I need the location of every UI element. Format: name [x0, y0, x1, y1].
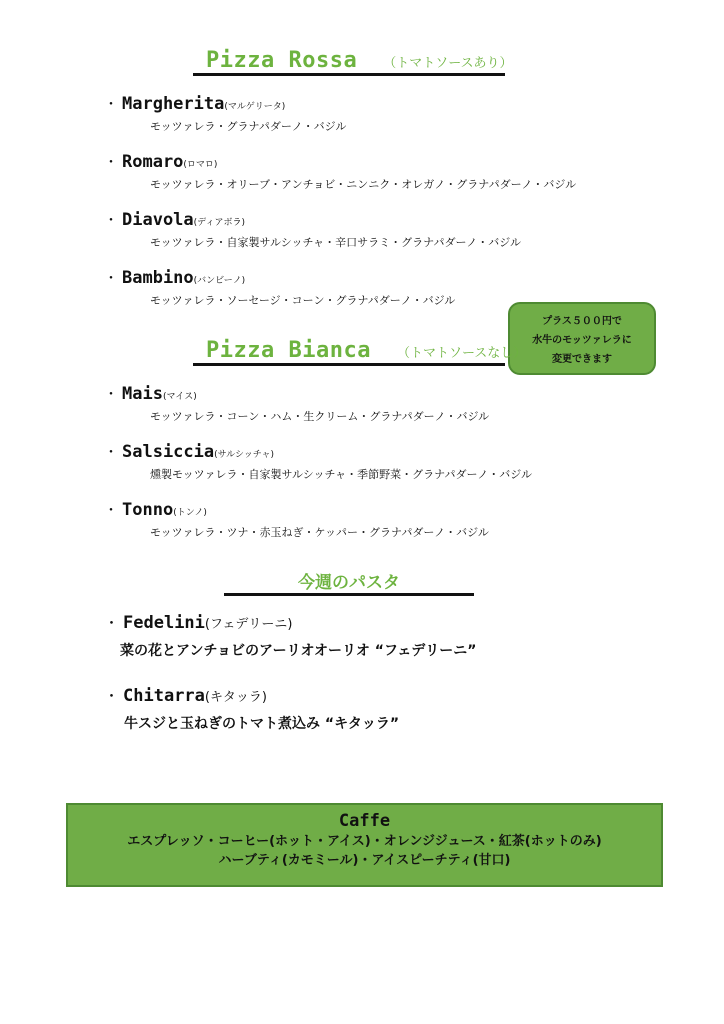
item-name: Tonno [122, 500, 174, 520]
item-kana: (フェデリーニ) [204, 617, 293, 632]
caffe-title: Caffe [338, 811, 391, 831]
item-name: Romaro [122, 152, 184, 172]
pizza-rossa-heading [206, 48, 513, 73]
bullet: ・ [104, 687, 120, 705]
item-kana: (バンビーノ) [193, 276, 246, 286]
bullet: ・ [104, 271, 118, 287]
item-description: 菜の花とアンチョビのアーリオオーリオ “フェデリーニ” [120, 643, 477, 659]
item-name: Fedelini [123, 613, 205, 633]
bullet: ・ [104, 614, 120, 632]
menu-item-tonno [104, 500, 489, 539]
caffe-line-2: ハーブティ(カモミール)・アイスピーチティ(甘口) [218, 853, 511, 868]
pizza-bianca-rule [193, 363, 505, 366]
item-name: Chitarra [123, 686, 205, 706]
bullet: ・ [104, 97, 118, 113]
item-kana: (マルゲリータ) [224, 102, 286, 112]
item-description: モッツァレラ・ツナ・赤玉ねぎ・ケッパー・グラナパダーノ・バジル [150, 526, 489, 539]
menu-item-mais [104, 384, 490, 423]
menu-item-salsiccia [104, 442, 533, 481]
pizza-rossa-rule [193, 73, 505, 76]
item-kana: (ディアボラ) [193, 218, 245, 228]
bullet: ・ [104, 503, 118, 519]
item-name: Mais [122, 384, 163, 404]
bullet: ・ [104, 445, 118, 461]
item-kana: (トンノ) [173, 508, 207, 518]
pasta-rule [224, 593, 474, 596]
pizza-bianca-subtitle: （トマトソースなし） [396, 346, 527, 361]
pasta-heading: 今週のパスタ [298, 573, 400, 593]
item-kana: (ロマロ) [183, 160, 218, 170]
pizza-bianca-heading [206, 338, 526, 363]
menu-item-diavola [104, 210, 522, 249]
item-kana: (キタッラ) [204, 690, 267, 705]
item-name: Salsiccia [122, 442, 215, 462]
pizza-bianca-title: Pizza Bianca [206, 338, 371, 363]
menu-item-margherita [104, 94, 347, 133]
item-description: 牛スジと玉ねぎのトマト煮込み “キタッラ” [124, 716, 400, 732]
pasta-item-fedelini [104, 612, 477, 659]
item-description: モッツァレラ・ソーセージ・コーン・グラナパダーノ・バジル [150, 294, 456, 307]
item-kana: (マイス) [162, 392, 197, 402]
pizza-rossa-subtitle: （トマトソースあり） [383, 56, 513, 71]
item-name: Diavola [122, 210, 194, 230]
menu-item-bambino [104, 268, 456, 307]
item-description: 燻製モッツァレラ・自家製サルシッチャ・季節野菜・グラナパダーノ・バジル [150, 468, 533, 481]
pasta-item-chitarra [104, 685, 400, 732]
bullet: ・ [104, 213, 118, 229]
item-name: Margherita [122, 94, 225, 114]
caffe-box [66, 803, 663, 887]
item-description: モッツァレラ・グラナパダーノ・バジル [150, 120, 347, 133]
item-description: モッツァレラ・オリーブ・アンチョビ・ニンニク・オレガノ・グラナパダーノ・バジル [150, 178, 577, 191]
note-line-1: プラス５００円で [542, 316, 622, 327]
item-description: モッツァレラ・自家製サルシッチャ・辛口サラミ・グラナパダーノ・バジル [150, 236, 522, 249]
bullet: ・ [104, 387, 118, 403]
mozzarella-upgrade-note [508, 302, 656, 375]
bullet: ・ [104, 155, 118, 171]
pizza-rossa-title: Pizza Rossa [206, 48, 358, 73]
item-description: モッツァレラ・コーン・ハム・生クリーム・グラナパダーノ・バジル [150, 410, 490, 423]
note-line-3: 変更できます [552, 354, 612, 365]
note-line-2: 水牛のモッツァレラに [532, 335, 632, 346]
menu-item-romaro [104, 152, 577, 191]
item-name: Bambino [122, 268, 194, 288]
item-kana: (サルシッチャ) [214, 450, 275, 460]
caffe-line-1: エスプレッソ・コーヒー(ホット・アイス)・オレンジジュース・紅茶(ホットのみ) [127, 834, 602, 849]
